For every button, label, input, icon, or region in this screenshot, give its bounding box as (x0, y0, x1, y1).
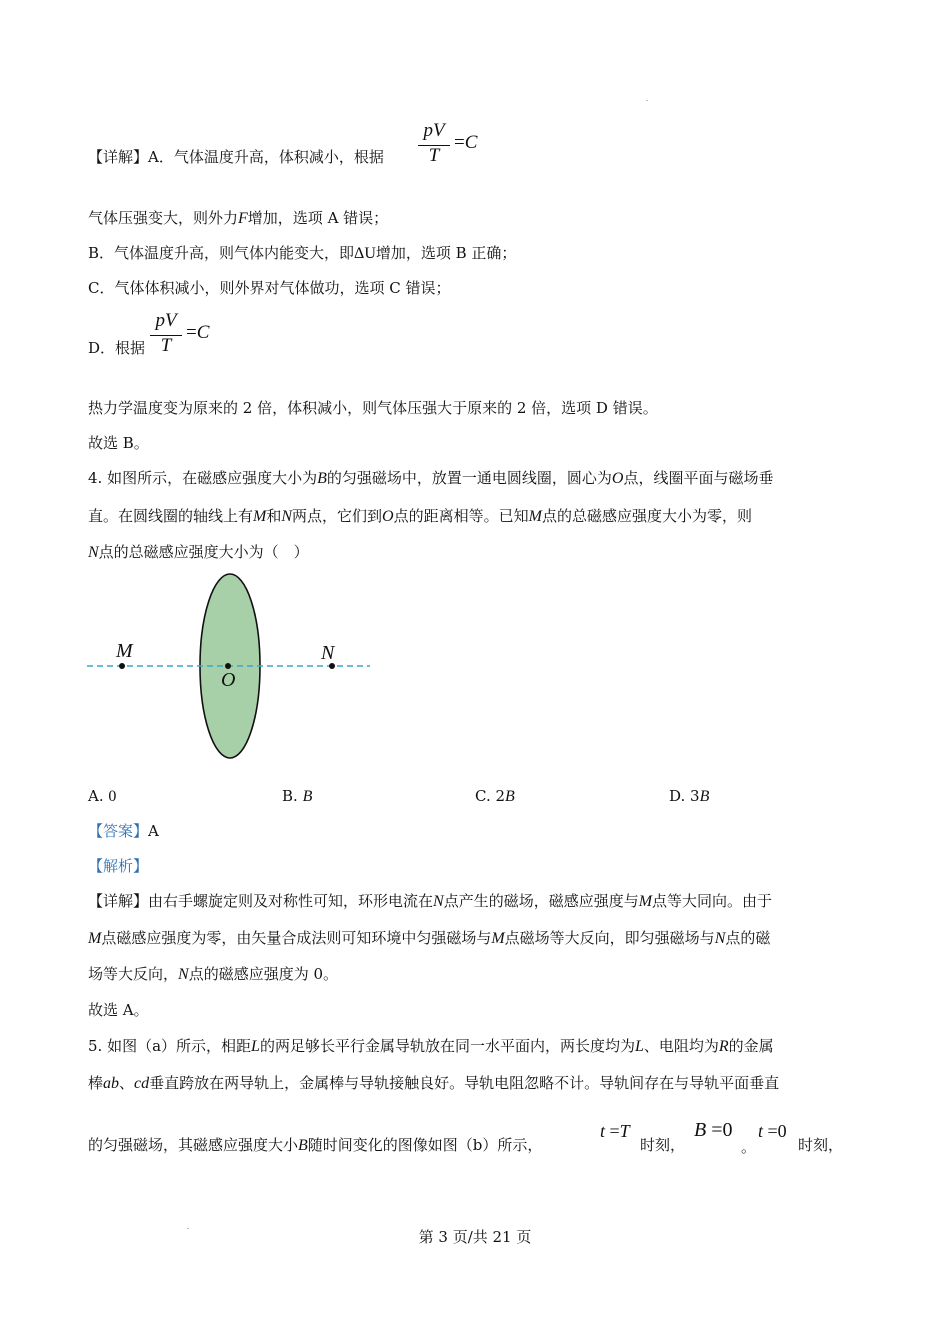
q4-line1: 4. 如图所示，在磁感应强度大小为B的匀强磁场中，放置一通电圆线圈，圆心为O点，线圈平面与磁场垂 (88, 469, 774, 487)
answer-label: 【答案】 (88, 822, 149, 840)
answer-line (88, 821, 159, 841)
detail-label: 【详解】 (88, 148, 149, 166)
analysis-label: 【解析】 (88, 857, 149, 875)
math-t-eq-0: t =0 (758, 1121, 787, 1141)
choose-a: 故选 A。 (88, 1001, 149, 1019)
detail2-line2: M点磁感应强度为零，由矢量合成法则可知环境中匀强磁场与M点磁场等大反向，即匀强磁场与N点的磁 (88, 929, 771, 947)
detail1-line-d: D．根据 (88, 339, 146, 357)
option-a[interactable]: A. 0 (88, 787, 117, 805)
detail2-line3: 场等大反向，N点的磁感应强度为 0。 (88, 965, 338, 983)
coil-figure (85, 570, 385, 765)
q5-line1: 5. 如图（a）所示，相距L的两足够长平行金属导轨放在同一水平面内，两长度均为L、电阻均为R的金属 (88, 1037, 774, 1055)
q5-shike-1: 时刻， (640, 1136, 686, 1154)
label-m: M (116, 640, 133, 662)
formula-denominator: T (160, 335, 172, 356)
detail1-line-d2: 热力学温度变为原来的 2 倍，体积减小，则气体压强大于原来的 2 倍，选项 D 错误。 (88, 399, 658, 417)
q4-line2: 直。在圆线圈的轴线上有M和N两点，它们到O点的距离相等。已知M点的总磁感应强度大小为零，则 (88, 507, 752, 525)
answer-value: A (148, 822, 159, 840)
q5-line2: 棒ab、cd垂直跨放在两导轨上，金属棒与导轨接触良好。导轨电阻忽略不计。导轨间存在与导轨平面垂直 (88, 1074, 780, 1092)
page-speck (646, 100, 648, 101)
option-letter: A (148, 148, 159, 166)
detail1-line (88, 147, 384, 167)
formula-rhs: =C (186, 322, 210, 343)
option-d[interactable]: D. 3B (669, 787, 710, 805)
q5-period: 。 (741, 1138, 757, 1156)
page-footer: 第 3 页/共 21 页 (418, 1228, 532, 1246)
q4-line3: N点的总磁感应强度大小为（ ） (88, 543, 309, 561)
q5-shike-2: 时刻， (798, 1136, 844, 1154)
detail1-line-b: B．气体温度升高，则气体内能变大，即ΔU增加，选项 B 正确； (88, 244, 517, 262)
detail2-line1: 【详解】由右手螺旋定则及对称性可知，环形电流在N点产生的磁场，磁感应强度与M点等大同向。由于 (88, 892, 773, 910)
formula-numerator: pV (423, 120, 445, 141)
q5-line3-text: 的匀强磁场，其磁感应强度大小B随时间变化的图像如图（b）所示， (88, 1136, 543, 1154)
option-b[interactable]: B. B (282, 787, 313, 805)
formula-rhs: =C (454, 132, 478, 153)
point-m (119, 663, 125, 669)
math-t-eq-T: t =T (600, 1121, 630, 1141)
detail1-line-c: C．气体体积减小，则外界对气体做功，选项 C 错误； (88, 279, 451, 297)
math-b-eq-0: B =0 (694, 1119, 733, 1141)
detail1-line-a2: 气体压强变大，则外力F增加，选项 A 错误； (88, 209, 389, 227)
option-c[interactable]: C. 2B (475, 787, 515, 805)
detail1-text: ．气体温度升高，体积减小，根据 (158, 148, 384, 166)
label-o: O (221, 669, 236, 691)
formula-numerator: pV (155, 310, 177, 331)
choose-b: 故选 B。 (88, 434, 149, 452)
label-n: N (321, 642, 335, 664)
formula-denominator: T (428, 145, 440, 166)
